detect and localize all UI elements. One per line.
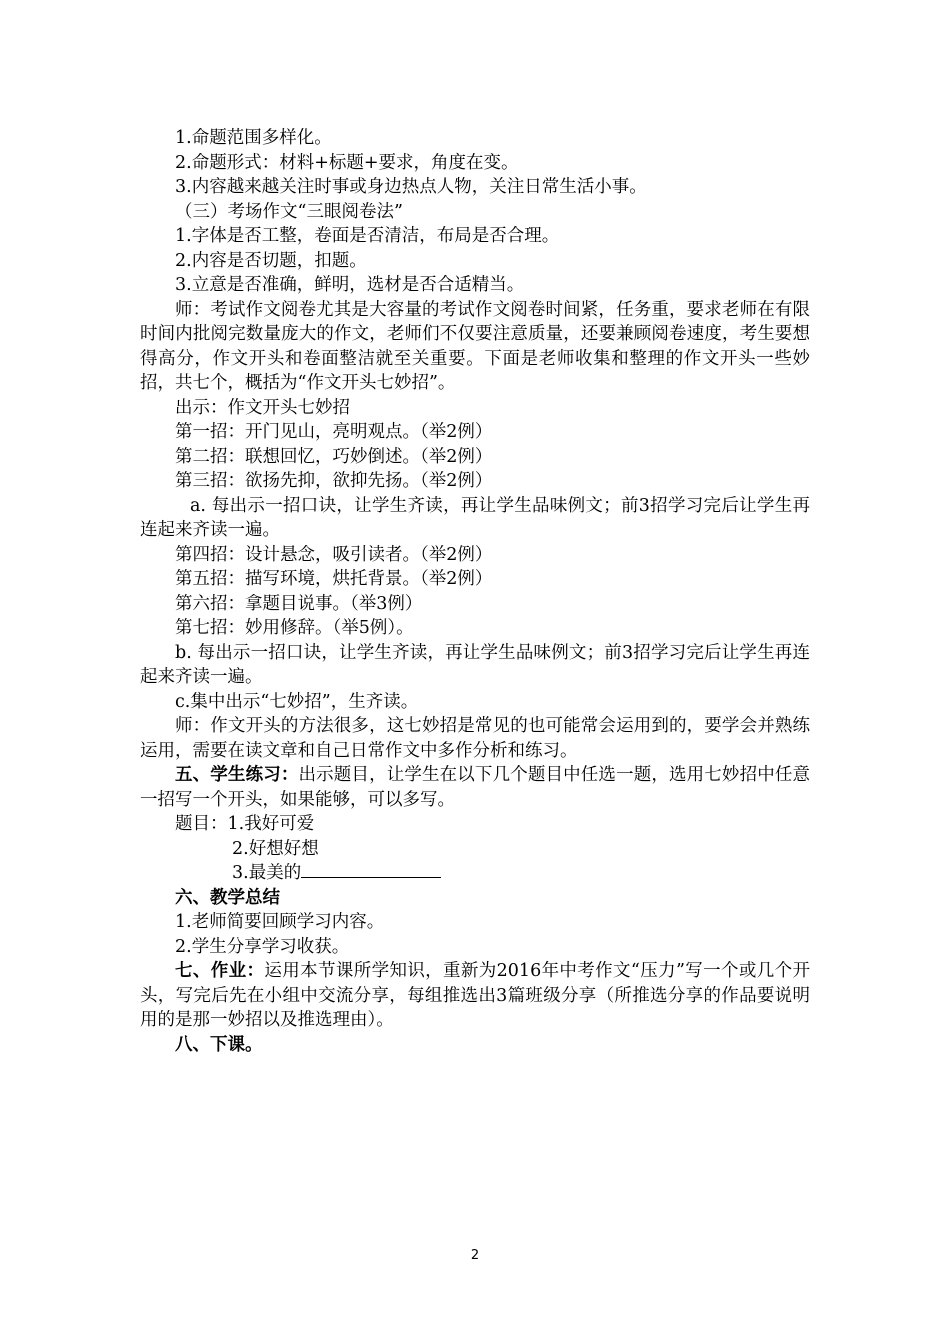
text-line: 出示：作文开头七妙招 [175,397,350,418]
list-item: 题目：1.我好可爱 [175,814,315,834]
paragraph-text: 出示题目，让学生在以下几个题目中任选一题，选用七妙招中任意一招写一个开头，如果能够，可以多写。 [140,765,810,810]
list-item: 1.老师简要回顾学习内容。 [175,912,385,932]
list-item [140,861,810,886]
document-body [140,126,810,1057]
paragraph: 师：作文开头的方法很多，这七妙招是常见的也可能常会运用到的，要学会并熟练运用，需要在读文章和自己日常作文中多作分析和练习。 [140,716,810,761]
list-item: 2.好想好想 [232,838,319,859]
paragraph: 师：考试作文阅卷尤其是大容量的考试作文阅卷时间紧，任务重，要求老师在有限时间内批阅完数量庞大的作文，老师们不仅要注意质量，还要兼顾阅卷速度，考生要想得高分，作文开头和卷面整洁就至关重要。下面是老师收集和整理的作文开头一些妙招，共七个，概括为“作文开头七妙招”。 [140,299,810,393]
list-item: 第七招：妙用修辞。（举5例）。 [175,618,414,638]
list-item: 第四招：设计悬念，吸引读者。（举2例） [175,544,493,565]
list-item: 3.内容越来越关注时事或身边热点人物，关注日常生活小事。 [175,177,647,197]
section-heading: （三）考场作文“三眼阅卷法” [175,201,403,222]
fill-in-blank [301,861,441,878]
section-heading: 八、下课。 [175,1034,263,1055]
list-item: 3.立意是否准确，鲜明，选材是否合适精当。 [175,275,525,295]
list-item: 1.命题范围多样化。 [175,128,332,148]
list-item: 1.字体是否工整，卷面是否清洁，布局是否合理。 [175,226,560,246]
list-item: 第一招：开门见山，亮明观点。（举2例） [175,422,493,442]
list-item: 2.命题形式：材料+标题+要求，角度在变。 [175,152,519,173]
paragraph: b. 每出示一招口诀，让学生齐读，再让学生品味例文；前3招学习完后让学生再连起来齐读一遍。 [140,642,810,687]
list-item: 第三招：欲扬先抑，欲抑先扬。（举2例） [175,471,493,491]
paragraph-text: 运用本节课所学知识，重新为2016年中考作文“压力”写一个或几个开头，写完后先在小组中交流分享，每组推选出3篇班级分享（所推选分享的作品要说明用的是那一妙招以及推选理由）。 [140,961,811,1030]
list-item: 第五招：描写环境，烘托背景。（举2例） [175,569,493,589]
paragraph [140,959,810,1033]
page-number: 2 [470,1248,480,1263]
list-item: 第二招：联想回忆，巧妙倒述。（举2例） [175,446,493,467]
section-heading: 七、作业： [175,961,265,981]
section-heading: 五、学生练习： [175,765,299,785]
list-item: 2.内容是否切题，扣题。 [175,250,367,271]
list-item: 2.学生分享学习收获。 [175,936,350,957]
list-item-text: 3.最美的 [232,863,302,883]
paragraph [140,763,810,812]
section-heading: 六、教学总结 [175,887,280,908]
paragraph: a. 每出示一招口诀，让学生齐读，再让学生品味例文；前3招学习完后让学生再连起来齐读一遍。 [140,495,810,540]
text-line: c.集中出示“七妙招”，生齐读。 [175,691,419,712]
list-item: 第六招：拿题目说事。（举3例） [175,593,423,614]
